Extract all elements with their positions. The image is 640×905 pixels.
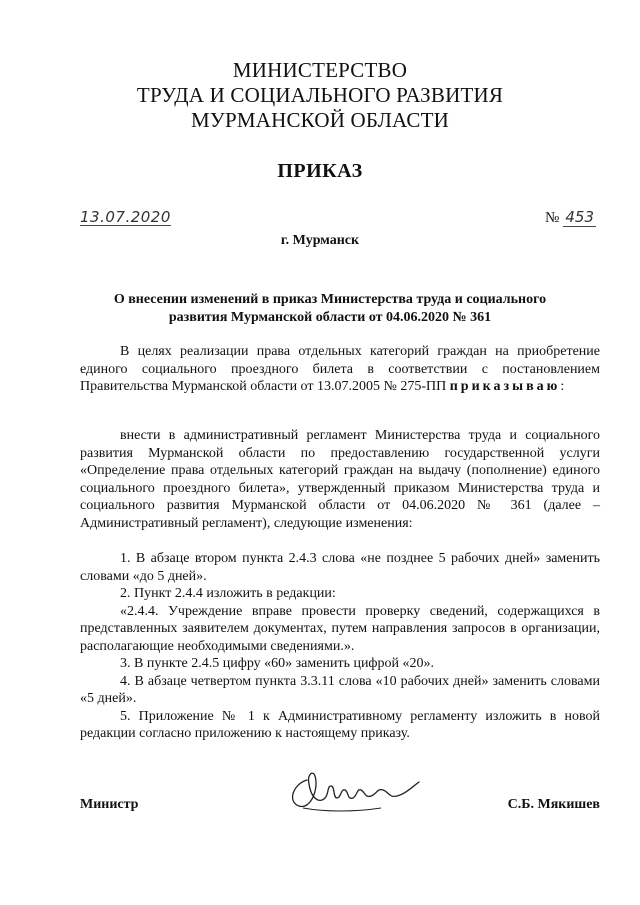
list-item: 2. Пункт 2.4.4 изложить в редакции: xyxy=(120,586,336,601)
document-number xyxy=(545,208,596,227)
list-item: «2.4.4. Учреждение вправе провести проверку сведений, содержащихся в представленных заявителем документах, путем направления запросов в организации, располагающие необходимыми сведениями.». xyxy=(80,603,600,654)
number-value: 453 xyxy=(565,208,594,226)
main-text xyxy=(80,427,600,532)
signature-icon xyxy=(285,768,425,818)
list-item: 4. В абзаце четвертом пункта 3.3.11 слова «10 рабочих дней» заменить словами «5 дней». xyxy=(80,673,600,706)
header-line-1: МИНИСТЕРСТВО xyxy=(232,58,408,82)
main-paragraph: внести в административный регламент Министерства труда и социального развития Мурманской области по предоставлению государственной услуги «Определение права отдельных категорий граждан на выдачу (пополнение) единого социального проездного билета», утвержденный приказом Министерства труда и социального развития Мурманской области от 04.06.2020 № 361 (далее – Административный регламент), следующие изменения: xyxy=(80,428,600,531)
preamble-text: В целях реализации права отдельных категорий граждан на приобретение единого социального проездного билета в соответствии с постановлением Правительства Мурманской области от 13.07.2005 № 275-ПП xyxy=(80,344,600,394)
header-line-3: МУРМАНСКОЙ ОБЛАСТИ xyxy=(191,108,449,132)
changes-list xyxy=(80,550,600,743)
signer-name: С.Б. Мякишев xyxy=(507,797,600,812)
list-item: 5. Приложение № 1 к Административному регламенту изложить в новой редакции согласно приложению к настоящему приказу. xyxy=(80,708,600,741)
document-type: ПРИКАЗ xyxy=(277,160,363,182)
preamble xyxy=(80,343,600,396)
header-line-2: ТРУДА И СОЦИАЛЬНОГО РАЗВИТИЯ xyxy=(136,83,504,107)
command-colon: : xyxy=(560,379,565,394)
title-line-2: развития Мурманской области от 04.06.2020 № 361 xyxy=(168,310,492,325)
ministry-header xyxy=(0,58,640,133)
city: г. Мурманск xyxy=(280,233,360,248)
list-item: 1. В абзаце втором пункта 2.4.3 слова «не позднее 5 рабочих дней» заменить словами «до 5 дней». xyxy=(80,551,600,584)
document-date: 13.07.2020 xyxy=(80,208,171,226)
list-item: 3. В пункте 2.4.5 цифру «60» заменить цифрой «20». xyxy=(120,656,434,671)
command-word: приказываю xyxy=(449,379,561,394)
number-label: № xyxy=(545,210,560,226)
signer-role: Министр xyxy=(80,797,139,812)
document-title xyxy=(60,291,600,327)
title-line-1: О внесении изменений в приказ Министерства труда и социального xyxy=(113,292,547,307)
